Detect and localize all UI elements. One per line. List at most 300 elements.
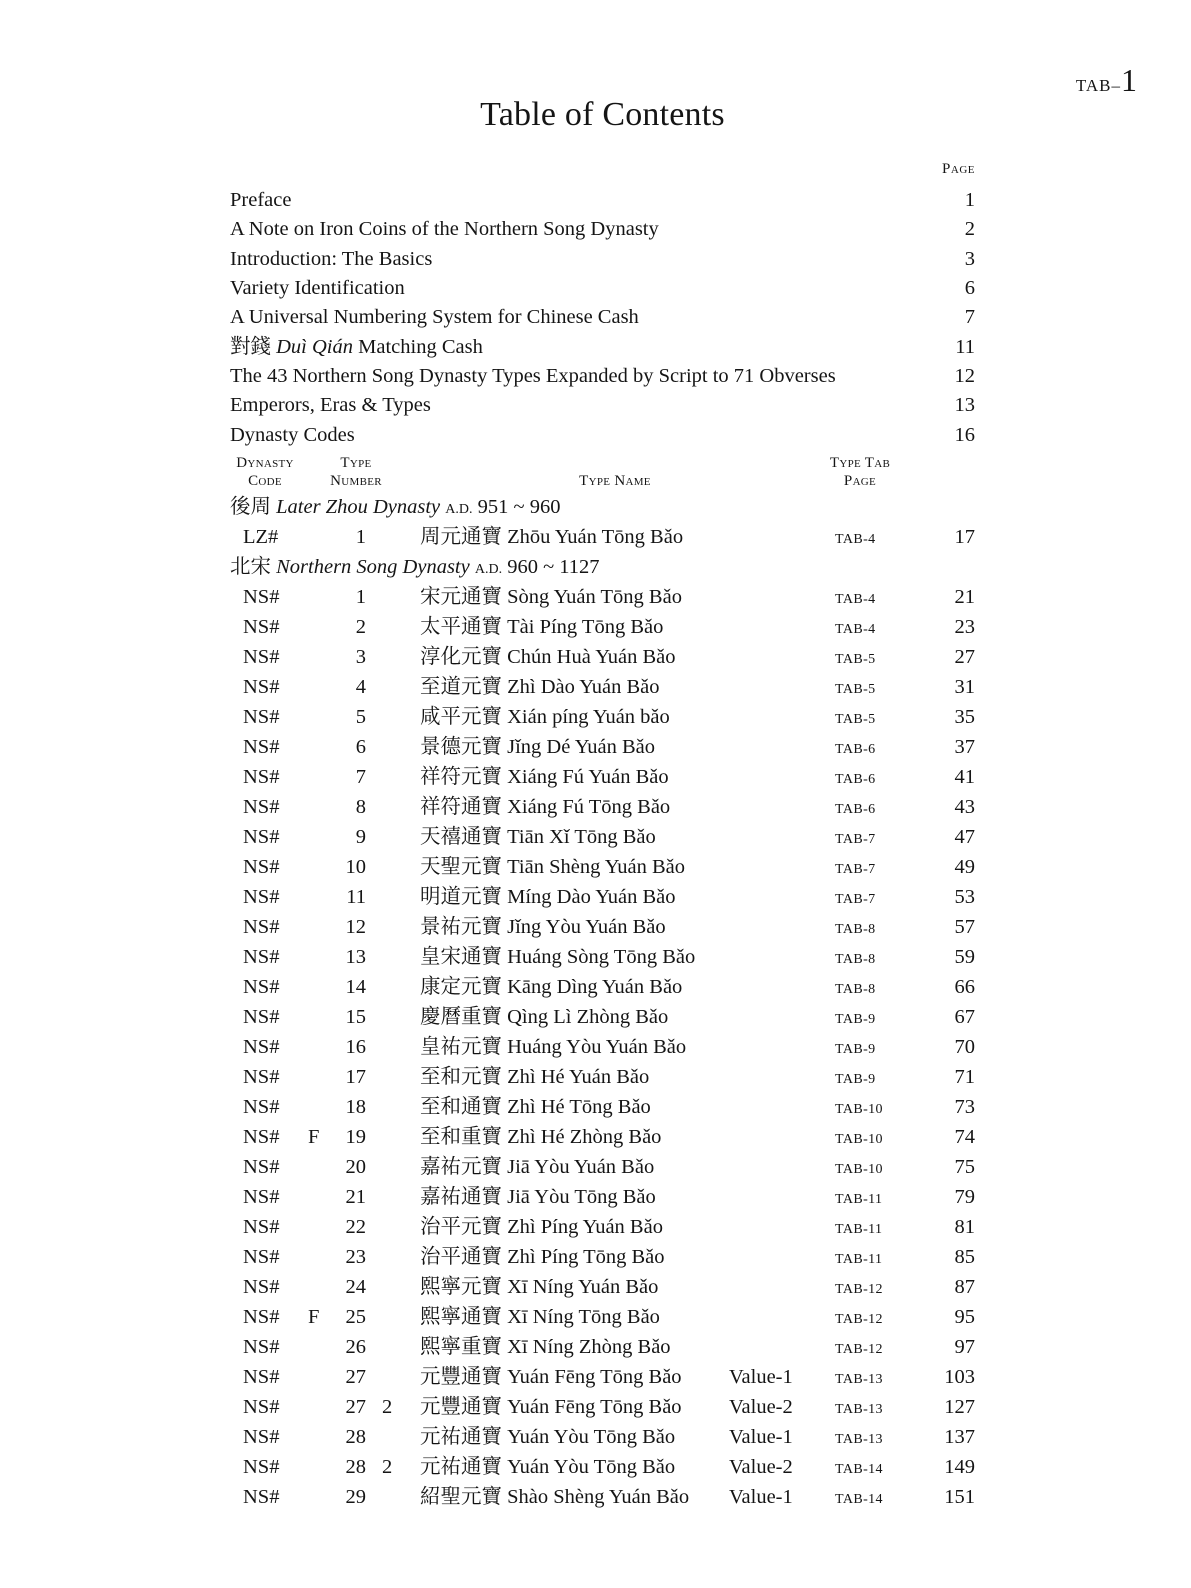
tab-page-cell: TAB-10 [835, 1126, 883, 1149]
toc-entry-page: 11 [955, 335, 975, 358]
type-name-cjk: 紹聖元寶 [420, 1486, 502, 1509]
type-subnumber-cell [366, 1152, 394, 1182]
page-number-cell: 41 [954, 766, 975, 789]
col-header-type-tab-page [796, 454, 924, 490]
dynasty-code-cell: NS# [243, 1396, 280, 1419]
flag-cell [308, 882, 336, 912]
page-number-cell: 17 [954, 526, 975, 549]
type-name-cell [394, 882, 725, 912]
toc-entry-text: A Note on Iron Coins of the Northern Song Dynasty [230, 218, 659, 241]
type-name-cjk: 治平通寶 [420, 1246, 502, 1269]
type-row [230, 1272, 975, 1302]
tab-page-cell: TAB-7 [835, 886, 876, 909]
type-name-cell [394, 702, 725, 732]
toc-entry [230, 421, 975, 450]
value-cell [725, 852, 807, 882]
type-row [230, 1452, 975, 1482]
type-number-cell: 12 [345, 916, 366, 939]
flag-cell [308, 822, 336, 852]
dynasty-code-cell: NS# [243, 1156, 280, 1179]
type-name-cjk: 熙寧元寶 [420, 1276, 502, 1299]
flag-cell [308, 1032, 336, 1062]
tab-page-cell: TAB-6 [835, 736, 876, 759]
page-number-cell: 35 [954, 706, 975, 729]
flag-cell [308, 1392, 336, 1422]
toc-entry-text: Matching Cash [358, 335, 483, 358]
type-name-cell [394, 1332, 725, 1362]
col-header-type: Type [340, 455, 372, 472]
value-cell [725, 1092, 807, 1122]
page-number-cell: 103 [944, 1366, 975, 1389]
type-name-pinyin: Xiáng Fú Yuán Bǎo [507, 766, 669, 789]
type-row [230, 1182, 975, 1212]
type-number-cell: 2 [355, 616, 366, 639]
type-name-cjk: 熙寧通寶 [420, 1306, 502, 1329]
type-name-cjk: 元祐通寶 [420, 1456, 502, 1479]
page-number-cell: 59 [954, 946, 975, 969]
type-subnumber-cell [366, 1482, 394, 1512]
type-name-cjk: 至和通寶 [420, 1096, 502, 1119]
type-name-pinyin: Shào Shèng Yuán Bǎo [507, 1486, 690, 1509]
toc-entry-label [230, 391, 431, 420]
type-name-pinyin: Chún Huà Yuán Bǎo [507, 646, 676, 669]
toc-entry-page: 7 [964, 306, 975, 329]
toc-entry [230, 215, 975, 244]
tab-page-cell: TAB-10 [835, 1156, 883, 1179]
value-cell [725, 1332, 807, 1362]
value-cell [725, 1062, 807, 1092]
type-subnumber-cell [366, 822, 394, 852]
toc-entry-text: The 43 Northern Song Dynasty Types Expanded by Script to 71 Obverses [230, 365, 836, 388]
flag-cell [308, 612, 336, 642]
type-name-pinyin: Xī Níng Zhòng Bǎo [507, 1336, 671, 1359]
page-number-cell: 71 [954, 1066, 975, 1089]
type-name-cell [394, 1482, 725, 1512]
dynasty-section-header [230, 492, 975, 522]
type-name-pinyin: Kāng Dìng Yuán Bǎo [507, 976, 683, 999]
era-label: A.D. [445, 496, 473, 519]
value-cell: Value-2 [729, 1396, 793, 1419]
type-number-cell: 6 [355, 736, 366, 759]
type-row [230, 582, 975, 612]
dynasty-code-cell: NS# [243, 1486, 280, 1509]
dynasty-code-cell: NS# [243, 1066, 280, 1089]
col-header-number: Number [330, 473, 382, 490]
toc-entry-page: 1 [964, 189, 975, 211]
type-number-cell: 16 [345, 1036, 366, 1059]
flag-cell [308, 1152, 336, 1182]
type-row [230, 882, 975, 912]
type-number-cell: 29 [345, 1486, 366, 1509]
value-cell: Value-1 [729, 1366, 793, 1389]
col-header-dynasty: Dynasty [236, 455, 294, 472]
type-name-pinyin: Zhì Hé Yuán Bǎo [507, 1066, 650, 1089]
dynasty-code-cell: NS# [243, 916, 280, 939]
type-number-cell: 3 [355, 646, 366, 669]
value-cell [725, 522, 807, 552]
value-cell [725, 1152, 807, 1182]
type-name-cell [394, 822, 725, 852]
dynasty-code-cell: LZ# [243, 526, 279, 549]
toc-entry [230, 391, 975, 420]
type-name-cell [394, 1062, 725, 1092]
page-number-cell: 23 [954, 616, 975, 639]
tab-page-cell: TAB-12 [835, 1276, 883, 1299]
type-name-cell [394, 1392, 725, 1422]
type-number-cell: 13 [345, 946, 366, 969]
type-subnumber-cell [366, 1062, 394, 1092]
flag-cell [308, 642, 336, 672]
dynasty-code-cell: NS# [243, 1096, 280, 1119]
toc-entry-text: Introduction: The Basics [230, 247, 433, 270]
type-subnumber-cell [366, 1212, 394, 1242]
toc-entry-page: 3 [964, 247, 975, 270]
type-number-cell: 5 [355, 706, 366, 729]
page-number-cell: 87 [954, 1276, 975, 1299]
value-cell: Value-1 [729, 1486, 793, 1509]
type-number-cell: 28 [345, 1426, 366, 1449]
type-name-cell [394, 1302, 725, 1332]
type-name-pinyin: Zhì Hé Zhòng Bǎo [507, 1126, 662, 1149]
type-row [230, 1092, 975, 1122]
dynasty-name: Later Zhou Dynasty [276, 496, 441, 519]
tab-page-cell: TAB-9 [835, 1066, 876, 1089]
type-name-pinyin: Zhì Píng Tōng Bǎo [507, 1246, 665, 1269]
type-subnumber-cell [366, 1332, 394, 1362]
type-subnumber-cell [366, 702, 394, 732]
type-row [230, 942, 975, 972]
value-cell [725, 1242, 807, 1272]
type-name-cell [394, 762, 725, 792]
dynasty-code-cell: NS# [243, 736, 280, 759]
type-name-cell [394, 1182, 725, 1212]
type-name-cell [394, 1002, 725, 1032]
type-name-cjk: 皇祐元寶 [420, 1036, 502, 1059]
type-number-cell: 7 [355, 766, 366, 789]
type-name-cjk: 嘉祐元寶 [420, 1156, 502, 1179]
type-row [230, 642, 975, 672]
type-row [230, 732, 975, 762]
col-header-type-tab: Type Tab [829, 455, 891, 472]
tab-page-cell: TAB-14 [835, 1486, 883, 1509]
page-number-cell: 149 [944, 1456, 975, 1479]
type-number-cell: 19 [345, 1126, 366, 1149]
type-name-cell [394, 1452, 725, 1482]
tab-page-cell: TAB-13 [835, 1366, 883, 1389]
page-number-cell: 66 [954, 976, 975, 999]
type-name-cell [394, 1092, 725, 1122]
value-cell [725, 762, 807, 792]
toc-content [230, 160, 975, 1512]
type-name-cjk: 天禧通寶 [420, 826, 502, 849]
tab-page-cell: TAB-10 [835, 1096, 883, 1119]
toc-entry [230, 362, 975, 391]
page-number-cell: 81 [954, 1216, 975, 1239]
type-subnumber-cell [366, 1032, 394, 1062]
col-header-type-number [316, 454, 396, 490]
value-cell [725, 702, 807, 732]
type-number-cell: 25 [345, 1306, 366, 1329]
toc-entry [230, 333, 975, 362]
type-number-cell: 23 [345, 1246, 366, 1269]
type-row [230, 1212, 975, 1242]
type-number-cell: 8 [355, 796, 366, 819]
type-subnumber-cell [366, 762, 394, 792]
type-name-cjk: 康定元寶 [420, 976, 502, 999]
type-name-cell [394, 642, 725, 672]
toc-entry-page: 6 [964, 277, 975, 300]
page-number-cell: 79 [954, 1186, 975, 1209]
type-name-cjk: 周元通寶 [420, 526, 502, 549]
dynasty-code-cell: NS# [243, 706, 280, 729]
type-name-pinyin: Tiān Shèng Yuán Bǎo [507, 856, 685, 879]
type-name-cell [394, 582, 725, 612]
page-number-cell: 37 [954, 736, 975, 759]
tab-page-cell: TAB-8 [835, 946, 876, 969]
toc-entry-page: 2 [964, 218, 975, 241]
toc-entry-page: 12 [954, 365, 975, 388]
type-row [230, 912, 975, 942]
tab-page-cell: TAB-4 [835, 616, 876, 639]
flag-cell [308, 1452, 336, 1482]
toc-entry-text: Emperors, Eras & Types [230, 394, 431, 417]
type-subnumber-cell [366, 1362, 394, 1392]
page-number-cell: 75 [954, 1156, 975, 1179]
page-number-cell: 74 [954, 1126, 975, 1149]
type-name-pinyin: Yuán Yòu Tōng Bǎo [507, 1456, 676, 1479]
front-matter-list [230, 186, 975, 450]
type-name-pinyin: Sòng Yuán Tōng Bǎo [507, 586, 682, 609]
flag-cell [308, 912, 336, 942]
tab-page-cell: TAB-4 [835, 526, 876, 549]
dynasty-code-cell: NS# [243, 1426, 280, 1449]
flag-cell [308, 1212, 336, 1242]
type-name-cjk: 祥符通寶 [420, 796, 502, 819]
type-name-cjk: 淳化元寶 [420, 646, 502, 669]
flag-cell [308, 1362, 336, 1392]
page-corner-tab [1076, 62, 1137, 99]
type-name-cjk: 至道元寶 [420, 676, 502, 699]
type-name-pinyin: Yuán Fēng Tōng Bǎo [507, 1396, 682, 1419]
type-subnumber-cell [366, 582, 394, 612]
type-row [230, 522, 975, 552]
tab-page-cell: TAB-11 [835, 1216, 883, 1239]
type-number-cell: 20 [345, 1156, 366, 1179]
tab-page-cell: TAB-5 [835, 646, 876, 669]
page-number-cell: 53 [954, 886, 975, 909]
flag-cell [308, 972, 336, 1002]
dynasty-code-cell: NS# [243, 856, 280, 879]
type-name-cjk: 元豐通寶 [420, 1396, 502, 1419]
dynasty-name-cjk: 北宋 [230, 556, 271, 579]
type-row [230, 762, 975, 792]
dynasty-code-cell: NS# [243, 1006, 280, 1029]
tab-page-cell: TAB-8 [835, 976, 876, 999]
type-name-pinyin: Jiā Yòu Yuán Bǎo [507, 1156, 655, 1179]
flag-cell [308, 582, 336, 612]
value-cell: Value-1 [729, 1426, 793, 1449]
type-name-pinyin: Jiā Yòu Tōng Bǎo [507, 1186, 656, 1209]
value-cell [725, 1302, 807, 1332]
value-cell [725, 792, 807, 822]
type-subnumber-cell [366, 912, 394, 942]
tab-page-cell: TAB-4 [835, 586, 876, 609]
dynasty-code-cell: NS# [243, 1126, 280, 1149]
tab-page-cell: TAB-7 [835, 826, 876, 849]
type-number-cell: 22 [345, 1216, 366, 1239]
dynasty-name-cjk: 後周 [230, 496, 271, 519]
page-number-cell: 97 [954, 1336, 975, 1359]
dynasty-code-cell: NS# [243, 1276, 280, 1299]
dynasty-code-cell: NS# [243, 826, 280, 849]
tab-page-cell: TAB-11 [835, 1186, 883, 1209]
type-name-cjk: 慶曆重寶 [420, 1006, 502, 1029]
type-row [230, 852, 975, 882]
type-subnumber-cell [366, 522, 394, 552]
value-cell [725, 1182, 807, 1212]
toc-entry [230, 245, 975, 274]
value-cell [725, 1002, 807, 1032]
type-subnumber-cell [366, 1122, 394, 1152]
flag-cell [308, 1002, 336, 1032]
type-name-cell [394, 1272, 725, 1302]
flag-cell [308, 1422, 336, 1452]
type-subnumber-cell [366, 672, 394, 702]
type-row [230, 1422, 975, 1452]
page-column-header: Page [942, 161, 975, 177]
toc-entry [230, 303, 975, 332]
dynasty-code-cell: NS# [243, 1186, 280, 1209]
tab-page-cell: TAB-6 [835, 766, 876, 789]
toc-entry-label [230, 186, 291, 215]
type-row [230, 1392, 975, 1422]
page-number-cell: 67 [954, 1006, 975, 1029]
toc-entry [230, 186, 975, 215]
flag-cell [308, 942, 336, 972]
type-subnumber-cell [366, 792, 394, 822]
tab-page-cell: TAB-12 [835, 1336, 883, 1359]
type-name-cell [394, 612, 725, 642]
flag-cell [308, 1242, 336, 1272]
type-row [230, 702, 975, 732]
page-number-cell: 85 [954, 1246, 975, 1269]
type-row [230, 1122, 975, 1152]
dynasty-code-cell: NS# [243, 886, 280, 909]
toc-entry-text: Dynasty Codes [230, 423, 355, 446]
type-name-pinyin: Xiáng Fú Tōng Bǎo [507, 796, 671, 819]
type-name-pinyin: Qìng Lì Zhòng Bǎo [507, 1006, 669, 1029]
page-number-cell: 43 [954, 796, 975, 819]
type-name-cell [394, 942, 725, 972]
toc-entry-label [230, 333, 483, 362]
flag-cell [308, 1332, 336, 1362]
tab-page-cell: TAB-9 [835, 1036, 876, 1059]
type-number-cell: 1 [355, 586, 366, 609]
type-number-cell: 9 [355, 826, 366, 849]
page-number-cell: 31 [954, 676, 975, 699]
type-number-cell: 26 [345, 1336, 366, 1359]
toc-entry-page: 13 [954, 394, 975, 417]
col-header-dynasty-code [230, 454, 300, 490]
flag-cell [308, 762, 336, 792]
value-cell [725, 822, 807, 852]
col-header-tab-page: Page [843, 473, 877, 490]
type-name-cell [394, 1362, 725, 1392]
type-name-cell [394, 912, 725, 942]
type-name-cjk: 咸平元寶 [420, 706, 502, 729]
type-name-cjk: 至和重寶 [420, 1126, 502, 1149]
toc-entry-label [230, 215, 659, 244]
page-number-cell: 137 [944, 1426, 975, 1449]
type-row [230, 1062, 975, 1092]
type-row [230, 672, 975, 702]
type-subnumber-cell [366, 1302, 394, 1332]
dynasty-code-cell: NS# [243, 766, 280, 789]
type-number-cell: 1 [355, 526, 366, 549]
value-cell [725, 972, 807, 1002]
type-listing [230, 492, 975, 1512]
type-name-pinyin: Tiān Xǐ Tōng Bǎo [507, 826, 656, 849]
toc-entry-text: Variety Identification [230, 277, 405, 300]
type-number-cell: 28 [345, 1456, 366, 1479]
dynasty-code-cell: NS# [243, 616, 280, 639]
type-number-cell: 17 [345, 1066, 366, 1089]
type-subnumber-cell [366, 1242, 394, 1272]
type-subnumber-cell: 2 [382, 1456, 393, 1479]
col-header-code: Code [248, 473, 282, 490]
type-name-cell [394, 1422, 725, 1452]
type-name-cell [394, 732, 725, 762]
tab-page-cell: TAB-6 [835, 796, 876, 819]
toc-entry-italic: Duì Qián [276, 335, 353, 358]
type-name-cell [394, 792, 725, 822]
value-cell [725, 732, 807, 762]
value-cell [725, 1032, 807, 1062]
type-name-cell [394, 972, 725, 1002]
type-number-cell: 4 [355, 676, 366, 699]
type-name-cjk: 景祐元寶 [420, 916, 502, 939]
dynasty-code-cell: NS# [243, 1456, 280, 1479]
type-row [230, 1002, 975, 1032]
era-label: A.D. [474, 556, 503, 579]
type-name-pinyin: Tài Píng Tōng Bǎo [507, 616, 664, 639]
type-name-pinyin: Zhì Dào Yuán Bǎo [507, 676, 660, 699]
toc-entry-text: A Universal Numbering System for Chinese Cash [230, 306, 639, 329]
type-name-pinyin: Míng Dào Yuán Bǎo [507, 886, 676, 909]
toc-entry-cjk: 對錢 [230, 335, 271, 358]
value-cell [725, 1272, 807, 1302]
type-name-cjk: 至和元寶 [420, 1066, 502, 1089]
tab-page-cell: TAB-11 [835, 1246, 883, 1269]
value-cell [725, 912, 807, 942]
type-name-pinyin: Huáng Sòng Tōng Bǎo [507, 946, 696, 969]
type-number-cell: 14 [345, 976, 366, 999]
toc-entry [230, 274, 975, 303]
tab-page-cell: TAB-13 [835, 1396, 883, 1419]
type-name-cjk: 太平通寶 [420, 616, 502, 639]
dynasty-code-cell: NS# [243, 1036, 280, 1059]
dynasty-section-header [230, 552, 975, 582]
type-row [230, 1332, 975, 1362]
type-row [230, 1482, 975, 1512]
type-name-pinyin: Jǐng Dé Yuán Bǎo [507, 736, 655, 759]
type-name-pinyin: Zhōu Yuán Tōng Bǎo [507, 526, 684, 549]
type-name-cell [394, 672, 725, 702]
flag-cell [308, 792, 336, 822]
type-name-cjk: 皇宋通寶 [420, 946, 502, 969]
page-number-cell: 57 [954, 916, 975, 939]
type-row [230, 822, 975, 852]
